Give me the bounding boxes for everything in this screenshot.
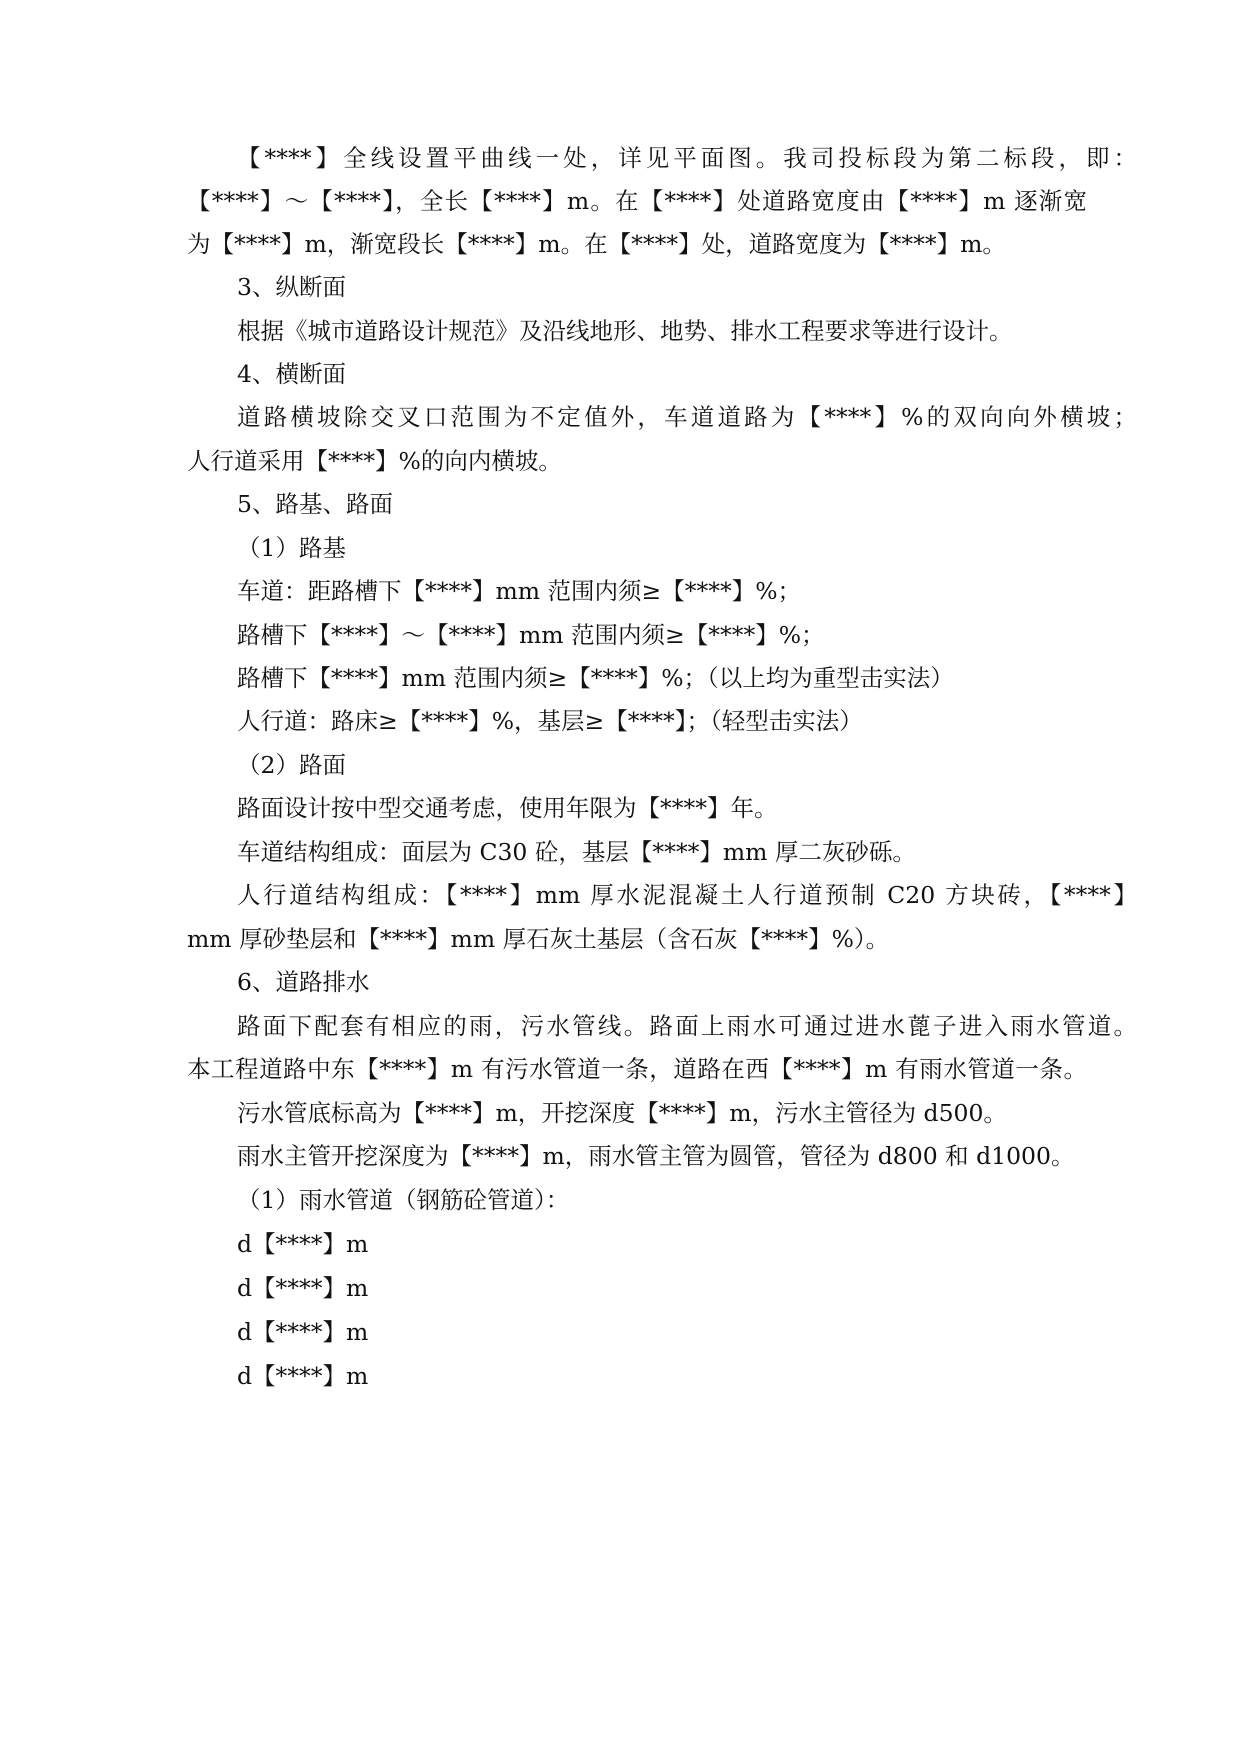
paragraph-line: 本工程道路中东【****】m 有污水管道一条，道路在西【****】m 有雨水管道一条。 (187, 1055, 1087, 1083)
paragraph-line: 人行道采用【****】%的向内横坡。 (187, 447, 562, 475)
paragraph-line: 根据《城市道路设计规范》及沿线地形、地势、排水工程要求等进行设计。 (237, 317, 1013, 345)
paragraph-line: 路槽下【****】～【****】mm 范围内须≥【****】%； (237, 621, 825, 649)
subsection-heading: （1）路基 (237, 534, 346, 562)
paragraph-line: 为【****】m，渐宽段长【****】m。在【****】处，道路宽度为【****】m。 (187, 230, 1006, 258)
paragraph-line: 路面设计按中型交通考虑，使用年限为【****】年。 (237, 794, 778, 822)
section-heading: 5、路基、路面 (237, 490, 393, 518)
paragraph-line: 人行道结构组成：【****】mm 厚水泥混凝土人行道预制 C20 方块砖，【****】 (237, 881, 1137, 909)
paragraph-line: 道路横坡除交叉口范围为不定值外，车道道路为【****】%的双向向外横坡； (237, 403, 1137, 431)
paragraph-line: 【****】～【****】，全长【****】m。在【****】处道路宽度由【****】m 逐渐宽 (187, 187, 1087, 215)
paragraph-line: 路面下配套有相应的雨，污水管线。路面上雨水可通过进水蓖子进入雨水管道。 (237, 1012, 1137, 1040)
paragraph-line: 车道结构组成：面层为 C30 砼，基层【****】mm 厚二灰砂砾。 (237, 838, 916, 866)
paragraph-line: 雨水主管开挖深度为【****】m，雨水管主管为圆管，管径为 d800 和 d1000。 (237, 1142, 1075, 1170)
list-item: d【****】m (237, 1318, 369, 1346)
section-heading: 3、纵断面 (237, 273, 346, 301)
list-item: d【****】m (237, 1362, 369, 1390)
subsection-heading: （1）雨水管道（钢筋砼管道）： (237, 1186, 570, 1214)
subsection-heading: （2）路面 (237, 751, 346, 779)
paragraph-line: 人行道：路床≥【****】%，基层≥【****】；（轻型击实法） (237, 707, 863, 735)
list-item: d【****】m (237, 1274, 369, 1302)
paragraph-line: mm 厚砂垫层和【****】mm 厚石灰土基层（含石灰【****】%）。 (187, 925, 890, 953)
section-heading: 4、横断面 (237, 360, 346, 388)
paragraph-line: 路槽下【****】mm 范围内须≥【****】%；（以上均为重型击实法） (237, 664, 954, 692)
paragraph-line: 污水管底标高为【****】m，开挖深度【****】m，污水主管径为 d500。 (237, 1099, 1007, 1127)
paragraph-line: 车道：距路槽下【****】mm 范围内须≥【****】%； (237, 577, 802, 605)
paragraph-line: 【****】全线设置平曲线一处，详见平面图。我司投标段为第二标段，即： (237, 144, 1137, 172)
list-item: d【****】m (237, 1230, 369, 1258)
section-heading: 6、道路排水 (237, 968, 370, 996)
